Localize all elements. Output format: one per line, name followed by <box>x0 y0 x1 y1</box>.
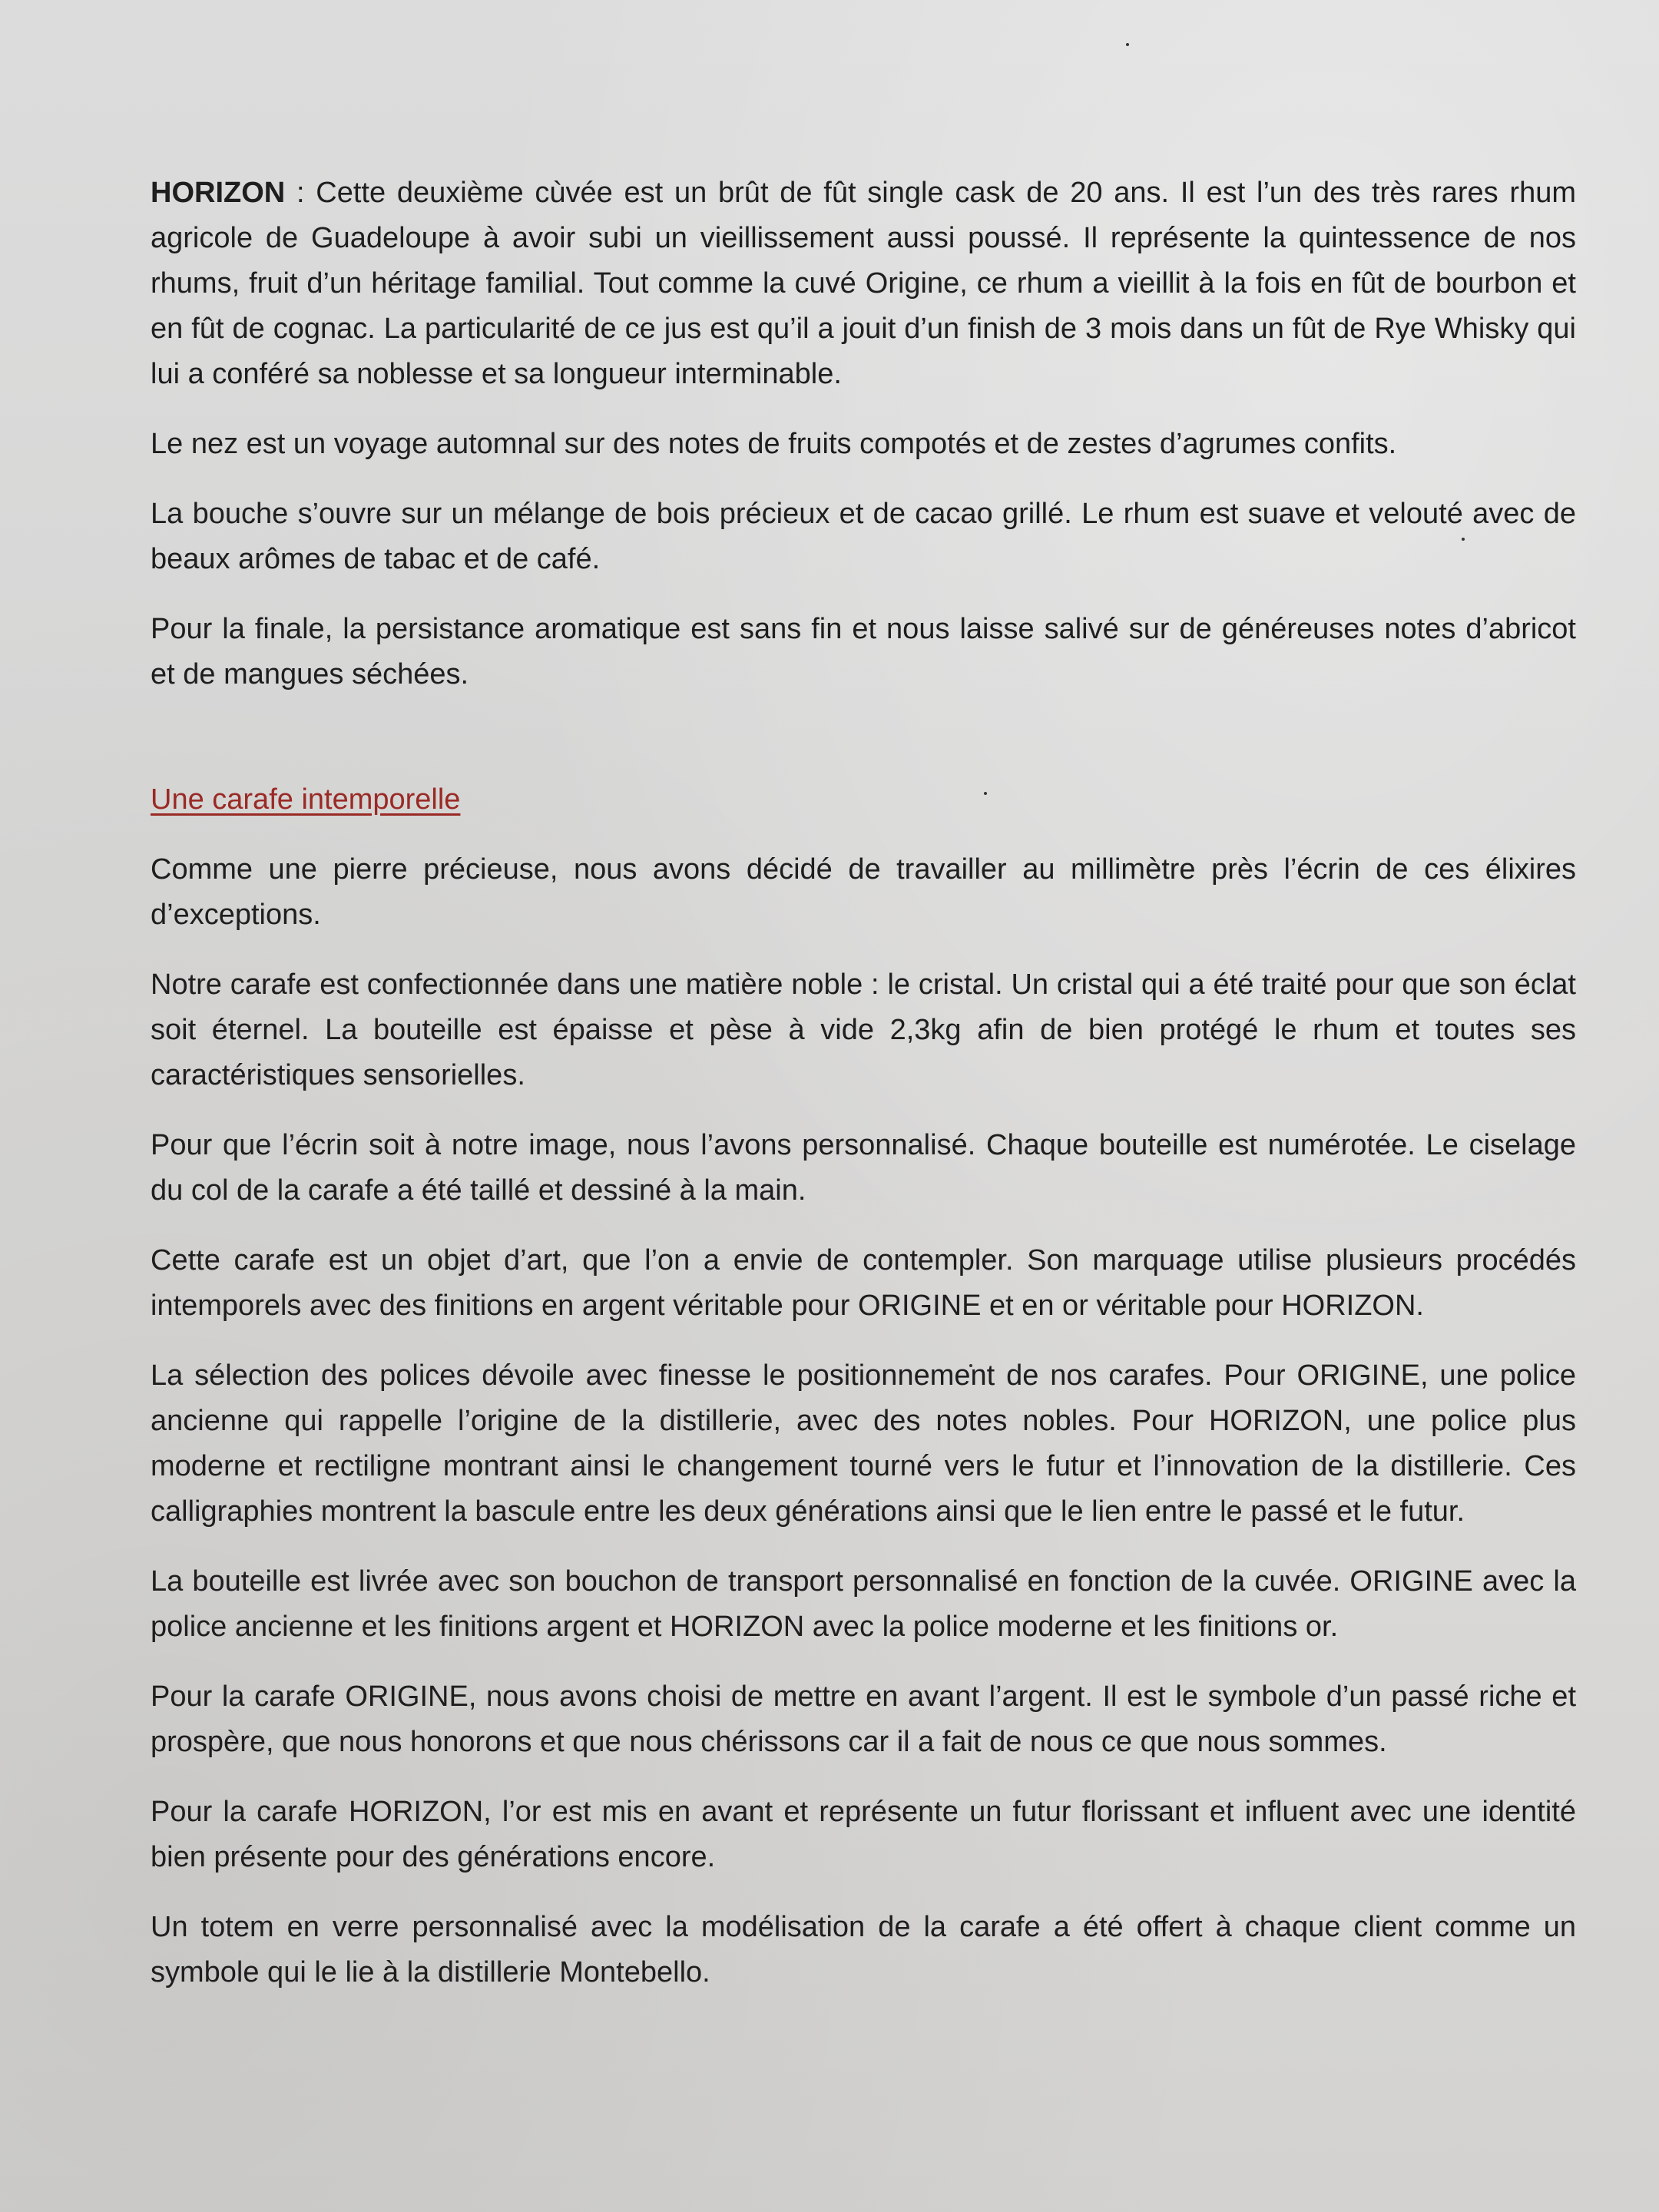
carafe-paragraph: La bouteille est livrée avec son bouchon de transport personnalisé en fonction de la cuvée. ORIGINE avec la police ancienne et les finitions argent et HORIZON avec la police moderne et les finitions or. <box>151 1565 1576 1643</box>
carafe-paragraph: Comme une pierre précieuse, nous avons décidé de travailler au millimètre près l’écrin de ces élixires d’exceptions. <box>151 853 1576 931</box>
carafe-paragraph: Pour la carafe ORIGINE, nous avons choisi de mettre en avant l’argent. Il est le symbole d’un passé riche et prospère, que nous honorons et que nous chérissons car il a fait de nous ce que nous sommes. <box>151 1681 1576 1758</box>
carafe-paragraph: Pour que l’écrin soit à notre image, nous l’avons personnalisé. Chaque bouteille est numérotée. Le ciselage du col de la carafe a été taillé et dessiné à la main. <box>151 1129 1576 1207</box>
paper-speck <box>1126 43 1129 46</box>
carafe-paragraph: Notre carafe est confectionnée dans une matière noble : le cristal. Un cristal qui a été traité pour que son éclat soit éternel. La bouteille est épaisse et pèse à vide 2,3kg afin de bien protégé le rhum et toutes ses caractéristiques sensorielles. <box>151 969 1576 1091</box>
carafe-paragraph: Cette carafe est un objet d’art, que l’on a envie de contempler. Son marquage utilise plusieurs procédés intemporels avec des finitions en argent véritable pour ORIGINE et en or véritable pour HORIZON. <box>151 1244 1576 1322</box>
carafe-paragraph: Un totem en verre personnalisé avec la modélisation de la carafe a été offert à chaque client comme un symbole qui le lie à la distillerie Montebello. <box>151 1911 1576 1988</box>
intro-paragraph <box>151 171 1576 397</box>
tasting-paragraph-nose: Le nez est un voyage automnal sur des notes de fruits compotés et de zestes d’agrumes confits. <box>151 428 1397 460</box>
carafe-paragraph: Pour la carafe HORIZON, l’or est mis en avant et représente un futur florissant et influent avec une identité bien présente pour des générations encore. <box>151 1796 1576 1873</box>
document-body <box>151 171 1576 2020</box>
intro-text: : Cette deuxième cùvée est un brût de fût single cask de 20 ans. Il est l’un des très rares rhum agricole de Guadeloupe à avoir subi un vieillissement aussi poussé. Il représente la quintessence de nos rhums, fruit d’un héritage familial. Tout comme la cuvé Origine, ce rhum a vieillit à la fois en fût de bourbon et en fût de cognac. La particularité de ce jus est qu’il a jouit d’un finish de 3 mois dans un fût de Rye Whisky qui lui a conféré sa noblesse et sa longueur interminable. <box>151 177 1576 390</box>
section-heading: Une carafe intemporelle <box>151 783 461 816</box>
tasting-paragraph-palate: La bouche s’ouvre sur un mélange de bois précieux et de cacao grillé. Le rhum est suave et velouté avec de beaux arômes de tabac et de café. <box>151 498 1576 575</box>
tasting-paragraph-finish: Pour la finale, la persistance aromatique est sans fin et nous laisse salivé sur de généreuses notes d’abricot et de mangues séchées. <box>151 613 1576 690</box>
carafe-paragraph: La sélection des polices dévoile avec finesse le positionnement de nos carafes. Pour ORIGINE, une police ancienne qui rappelle l’origine de la distillerie, avec des notes nobles. Pour HORIZON, une police plus moderne et rectiligne montrant ainsi le changement tourné vers le futur et l’innovation de la distillerie. Ces calligraphies montrent la bascule entre les deux générations ainsi que le lien entre le passé et le futur. <box>151 1359 1576 1528</box>
intro-label: HORIZON <box>151 177 286 209</box>
